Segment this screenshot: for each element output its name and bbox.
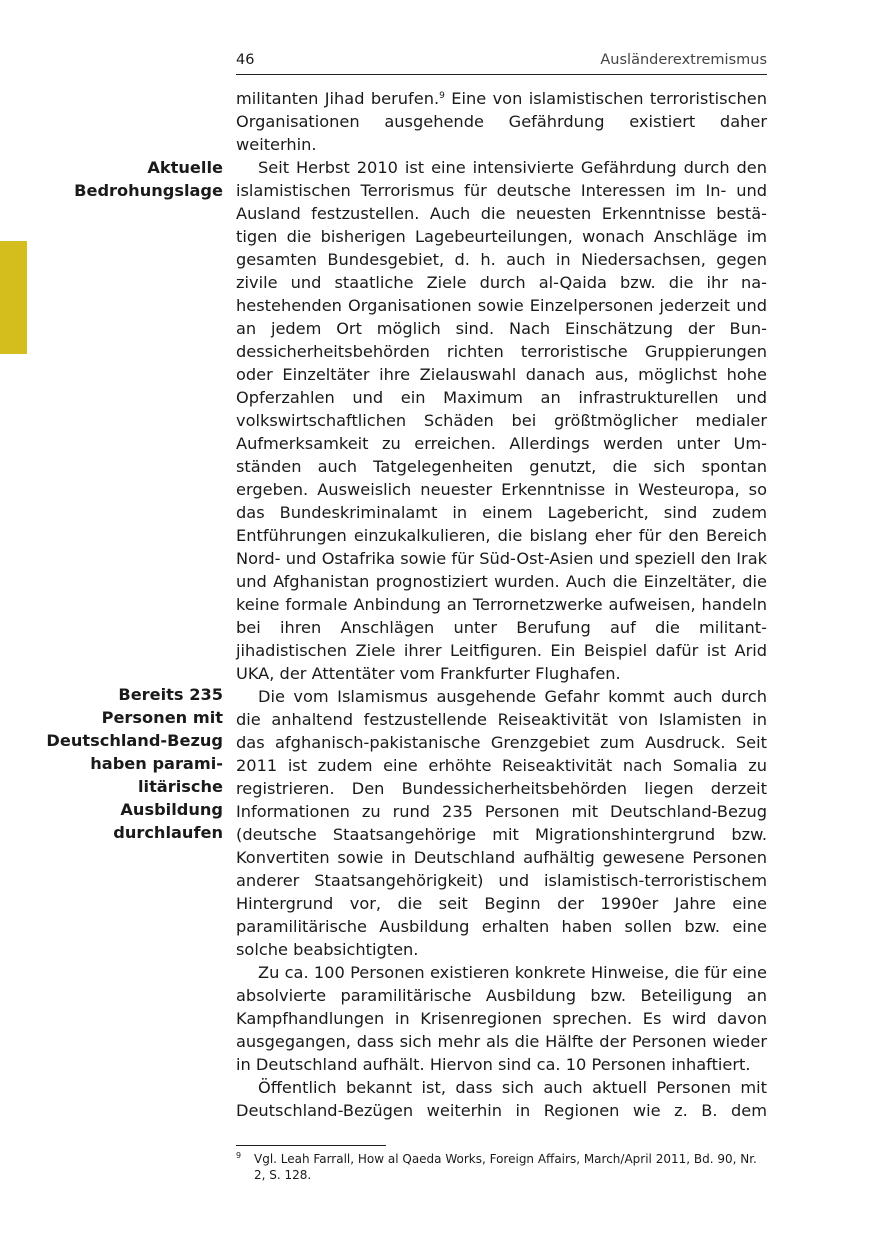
paragraph-1 — [236, 87, 767, 156]
paragraph-1-start: militanten Jihad berufen. — [236, 89, 440, 108]
paragraph-2: Seit Herbst 2010 ist eine intensivierte Gefährdung durch den islamistischen Terrorismus für deutsche Interessen im In- und Ausland festzustellen. Auch die neuesten Erkenntnisse bestätigen die bisherigen Lagebeurteilungen, wonach Anschläge im gesamten Bundesgebiet, d. h. auch in Niedersachsen, gegen zivile und staatliche Ziele durch al-Qaida bzw. die ihr nahestehenden Organisationen sowie Einzelpersonen jederzeit und an jedem Ort möglich sind. Nach Einschätzung der Bundessicherheitsbehörden richten terroristische Gruppierungen oder Einzeltäter ihre Zielauswahl danach aus, möglichst hohe Opferzahlen und ein Maximum an infrastrukturellen und volkswirtschaftlichen Schäden bei größtmöglicher medialer Aufmerksamkeit zu erreichen. Allerdings werden unter Umständen auch Tatgelegenheiten genutzt, die sich spontan ergeben. Ausweislich neuester Erkenntnisse in Westeuropa, so das Bundeskriminalamt in einem Lagebericht, sind zudem Entführungen einzukalkulieren, die bislang eher für den Bereich Nord- und Ostafrika sowie für Süd-Ost-Asien und speziell den Irak und Afghanistan prognostiziert wurden. Auch die Einzeltäter, die keine formale Anbindung an Terrornetzwerke aufweisen, handeln bei ihren Anschlägen unter Berufung auf die militant-jihadistischen Ziele ihrer Leitfiguren. Ein Beispiel dafür ist Arid UKA, der Attentäter vom Frankfurter Flughafen. — [236, 158, 767, 683]
margin-note-paramilitary-training: Bereits 235 Personen mit Deutschland-Bezug haben paramilitärische Ausbildung durchlaufen — [46, 685, 223, 842]
footnote-divider — [236, 1145, 386, 1146]
page-number: 46 — [236, 52, 255, 68]
footnote-text: Vgl. Leah Farrall, How al Qaeda Works, Foreign Affairs, March/April 2011, Bd. 90, Nr. 2, S. 128. — [254, 1152, 757, 1182]
paragraph-5: Öffentlich bekannt ist, dass sich auch aktuell Personen mit Deutschland-Bezügen weiterhin in Regionen wie z. B. dem — [236, 1078, 767, 1120]
chapter-tab-marker — [0, 241, 27, 354]
body-text — [236, 87, 767, 1122]
footnote — [236, 1151, 771, 1183]
page-header — [236, 52, 767, 75]
margin-note-threat-situation: Aktuelle Bedrohungslage — [74, 158, 223, 200]
footnote-reference: 9 — [439, 91, 445, 101]
paragraph-4: Zu ca. 100 Personen existieren konkrete Hinweise, die für eine absolvierte paramilitärische Ausbildung bzw. Beteiligung an Kampfhandlungen in Krisenregionen sprechen. Es wird davon ausgegangen, dass sich mehr als die Hälfte der Personen wieder in Deutschland aufhält. Hiervon sind ca. 10 Personen inhaftiert. — [236, 963, 767, 1074]
running-title: Ausländerextremismus — [600, 52, 767, 68]
footnote-number: 9 — [236, 1151, 242, 1160]
paragraph-3: Die vom Islamismus ausgehende Gefahr kommt auch durch die anhaltend festzustellende Reiseaktivität von Islamisten in das afghanisch-pakistanische Grenzgebiet zum Ausdruck. Seit 2011 ist zudem eine erhöhte Reiseaktivität nach Somalia zu registrieren. Den Bundessicherheitsbehörden liegen derzeit Informationen zu rund 235 Personen mit Deutschland-Bezug (deutsche Staatsangehörige mit Migrationshintergrund bzw. Konvertiten sowie in Deutschland aufhältig gewesene Personen anderer Staatsangehörigkeit) und islamistisch-terroristischem Hintergrund vor, die seit Beginn der 1990er Jahre eine paramilitärische Ausbildung erhalten haben sollen bzw. eine solche beabsichtigten. — [236, 687, 767, 959]
paragraph-1-end: Eine von islamistischen terroristischen Organisationen ausgehende Gefährdung existiert daher weiterhin. — [236, 89, 767, 154]
